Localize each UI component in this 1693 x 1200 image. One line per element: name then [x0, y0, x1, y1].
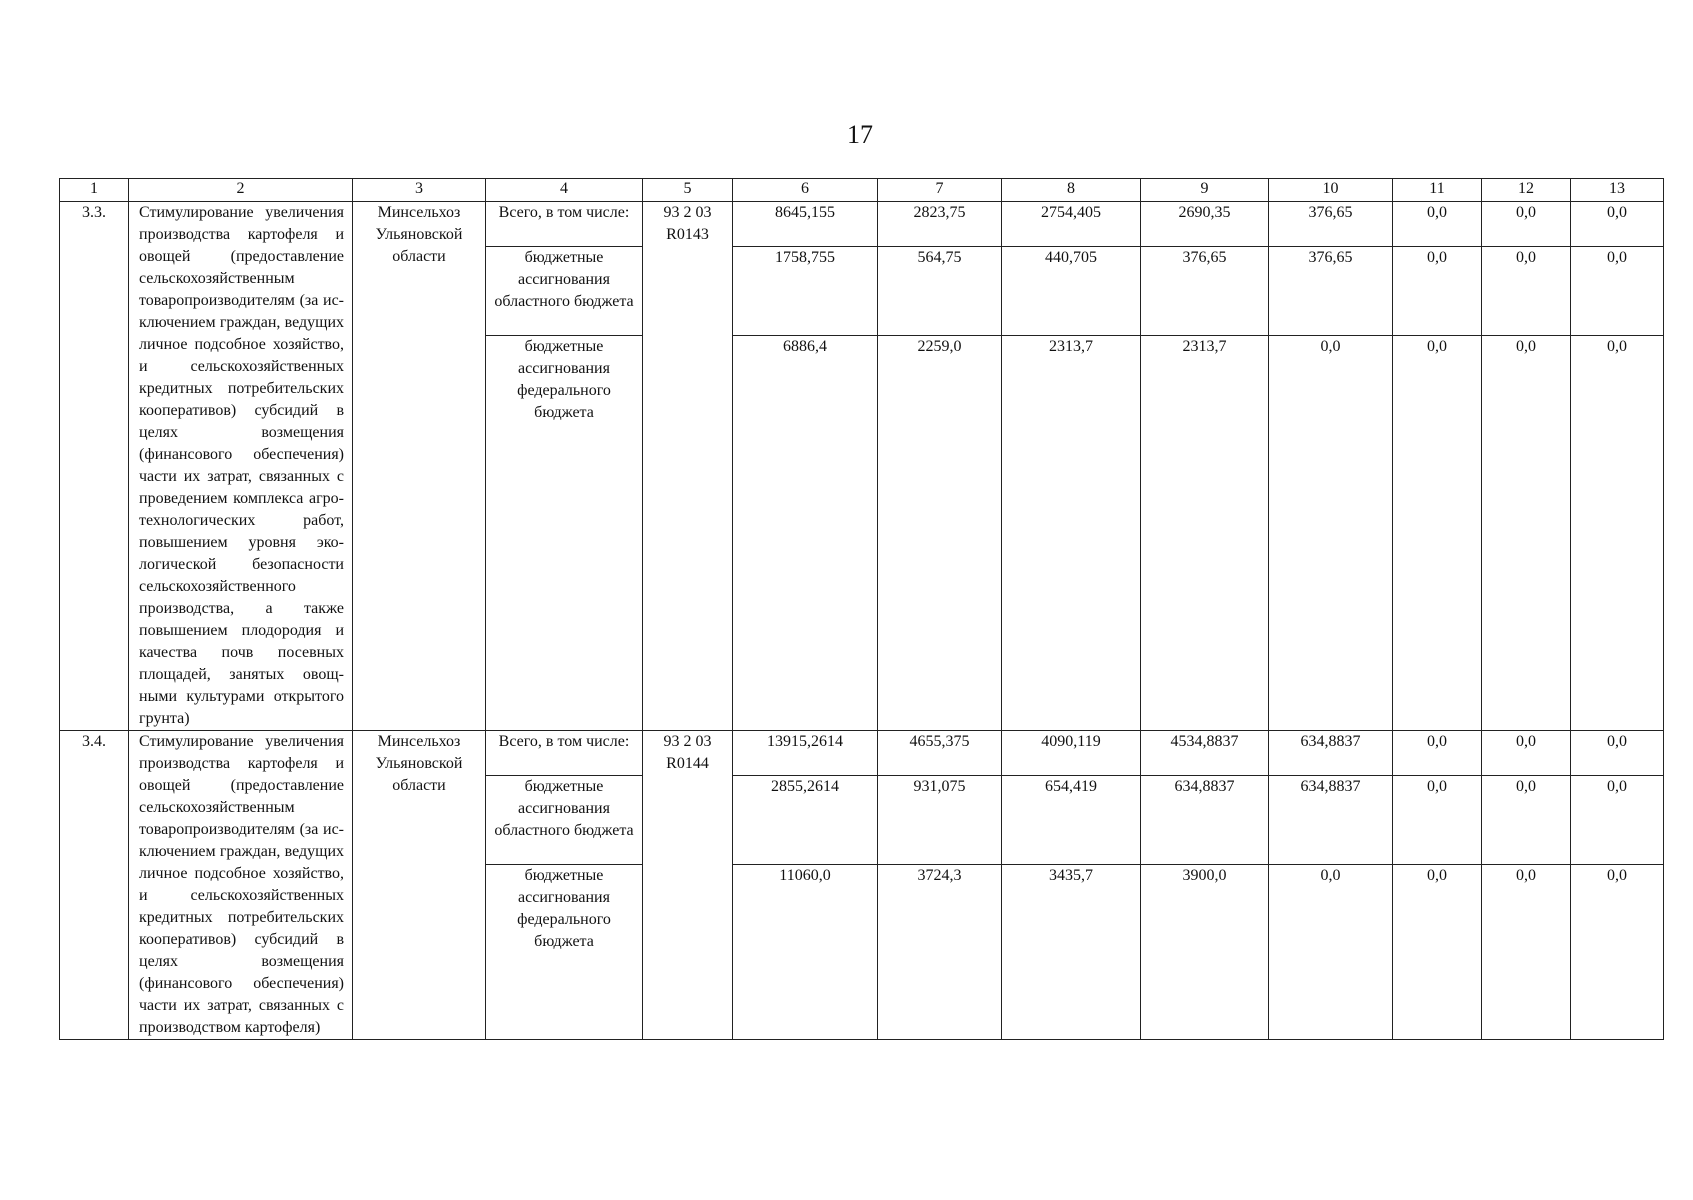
- funding-source: бюджетные ассигнования федерального бюджета: [486, 865, 643, 1040]
- amount-cell: 0,0: [1393, 731, 1482, 776]
- amount-cell: 0,0: [1482, 336, 1571, 731]
- funding-source: Всего, в том числе:: [486, 202, 643, 247]
- funding-source: бюджетные ассигнования областного бюджета: [486, 247, 643, 336]
- amount-cell: 0,0: [1482, 865, 1571, 1040]
- amount-cell: 0,0: [1482, 731, 1571, 776]
- amount-cell: 0,0: [1393, 336, 1482, 731]
- table-row: [60, 202, 1664, 247]
- amount-cell: 8645,155: [733, 202, 878, 247]
- amount-cell: 2313,7: [1141, 336, 1269, 731]
- column-header: 3: [353, 179, 486, 202]
- amount-cell: 1758,755: [733, 247, 878, 336]
- amount-cell: 3724,3: [878, 865, 1002, 1040]
- amount-cell: 0,0: [1393, 247, 1482, 336]
- amount-cell: 376,65: [1269, 247, 1393, 336]
- amount-cell: 634,8837: [1269, 731, 1393, 776]
- responsible-organization: Минсельхоз Ульяновской области: [353, 731, 486, 1040]
- amount-cell: 3435,7: [1002, 865, 1141, 1040]
- amount-cell: 13915,2614: [733, 731, 878, 776]
- amount-cell: 4655,375: [878, 731, 1002, 776]
- amount-cell: 3900,0: [1141, 865, 1269, 1040]
- amount-cell: 2313,7: [1002, 336, 1141, 731]
- page-number: 17: [847, 120, 873, 149]
- amount-cell: 0,0: [1393, 202, 1482, 247]
- column-header: 1: [60, 179, 129, 202]
- column-header: 12: [1482, 179, 1571, 202]
- table-row: [60, 731, 1664, 776]
- amount-cell: 931,075: [878, 776, 1002, 865]
- amount-cell: 0,0: [1482, 247, 1571, 336]
- column-header: 13: [1571, 179, 1664, 202]
- amount-cell: 0,0: [1571, 202, 1664, 247]
- amount-cell: 376,65: [1141, 247, 1269, 336]
- amount-cell: 634,8837: [1269, 776, 1393, 865]
- budget-code: 93 2 03 R0144: [643, 731, 733, 1040]
- budget-code: 93 2 03 R0143: [643, 202, 733, 731]
- amount-cell: 0,0: [1393, 776, 1482, 865]
- column-header: 7: [878, 179, 1002, 202]
- amount-cell: 0,0: [1269, 865, 1393, 1040]
- item-number: 3.4.: [60, 731, 129, 1040]
- amount-cell: 0,0: [1571, 247, 1664, 336]
- amount-cell: 6886,4: [733, 336, 878, 731]
- amount-cell: 0,0: [1571, 865, 1664, 1040]
- amount-cell: 2690,35: [1141, 202, 1269, 247]
- funding-source: бюджетные ассигнования областного бюджета: [486, 776, 643, 865]
- amount-cell: 634,8837: [1141, 776, 1269, 865]
- funding-source: бюджетные ассигнования федерального бюджета: [486, 336, 643, 731]
- column-header: 4: [486, 179, 643, 202]
- column-number-row: [60, 179, 1664, 202]
- column-header: 8: [1002, 179, 1141, 202]
- amount-cell: 4534,8837: [1141, 731, 1269, 776]
- amount-cell: 0,0: [1571, 731, 1664, 776]
- amount-cell: 0,0: [1482, 776, 1571, 865]
- program-table: [59, 178, 1664, 1040]
- amount-cell: 0,0: [1571, 776, 1664, 865]
- column-header: 5: [643, 179, 733, 202]
- amount-cell: 0,0: [1269, 336, 1393, 731]
- amount-cell: 440,705: [1002, 247, 1141, 336]
- measure-description: Стимулирование увеличения производства картофеля и овощей (предоставление сельскохозяйственным товаропроизводителям (за исключением граждан, ведущих личное подсобное хозяйство, и сельскохозяйственных кредитных потребительских кооперативов) субсидий в целях возмещения (финансового обеспечения) части их затрат, связанных с проведением комплекса агротехнологических работ, повышением уровня экологической безопасности сельскохозяйственного производства, а также повышением плодородия и качества почв посевных площадей, занятых овощными культурами открытого грунта): [129, 202, 353, 731]
- amount-cell: 654,419: [1002, 776, 1141, 865]
- funding-source: Всего, в том числе:: [486, 731, 643, 776]
- responsible-organization: Минсельхоз Ульяновской области: [353, 202, 486, 731]
- amount-cell: 2855,2614: [733, 776, 878, 865]
- amount-cell: 2259,0: [878, 336, 1002, 731]
- amount-cell: 4090,119: [1002, 731, 1141, 776]
- amount-cell: 0,0: [1482, 202, 1571, 247]
- column-header: 2: [129, 179, 353, 202]
- column-header: 9: [1141, 179, 1269, 202]
- amount-cell: 376,65: [1269, 202, 1393, 247]
- column-header: 11: [1393, 179, 1482, 202]
- amount-cell: 0,0: [1393, 865, 1482, 1040]
- column-header: 6: [733, 179, 878, 202]
- amount-cell: 2754,405: [1002, 202, 1141, 247]
- measure-description: Стимулирование увеличения производства картофеля и овощей (предоставление сельскохозяйственным товаропроизводителям (за исключением граждан, ведущих личное подсобное хозяйство, и сельскохозяйственных кредитных потребительских кооперативов) субсидий в целях возмещения (финансового обеспечения) части их затрат, связанных с производством картофеля): [129, 731, 353, 1040]
- amount-cell: 11060,0: [733, 865, 878, 1040]
- column-header: 10: [1269, 179, 1393, 202]
- amount-cell: 564,75: [878, 247, 1002, 336]
- amount-cell: 0,0: [1571, 336, 1664, 731]
- amount-cell: 2823,75: [878, 202, 1002, 247]
- item-number: 3.3.: [60, 202, 129, 731]
